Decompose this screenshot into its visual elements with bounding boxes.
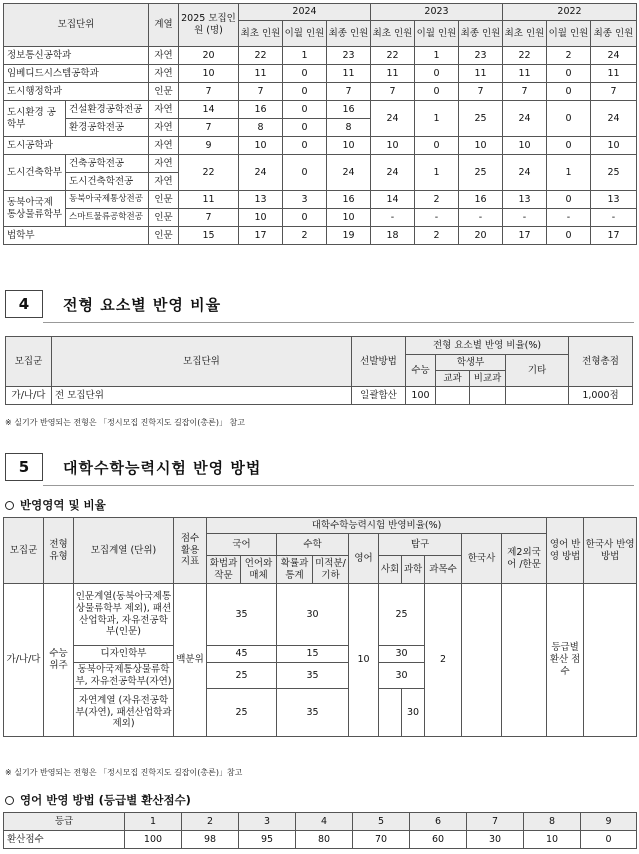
inquiry-value: 25 (379, 584, 425, 646)
unit-name: 도시건축학전공 (66, 173, 149, 191)
quota: 7 (179, 209, 239, 227)
unit-value: 전 모집단위 (52, 387, 352, 405)
track: 인문 (149, 209, 179, 227)
header-etc: 기타 (506, 355, 569, 387)
table-row (6, 387, 633, 405)
english-grade-table (3, 812, 637, 849)
unit-value: 인문계열(동북아국제통상물류학부 제외), 패션산업학과, 자유전공학부(인문) (74, 584, 174, 646)
cell: 7 (459, 83, 503, 101)
track: 자연 (149, 65, 179, 83)
score: 30 (467, 831, 524, 849)
method-value: 일괄합산 (352, 387, 406, 405)
cell: 0 (283, 83, 327, 101)
grade: 6 (410, 813, 467, 831)
header-unit: 모집단위 (52, 337, 352, 387)
cell: 20 (459, 227, 503, 245)
korean-value: 25 (207, 663, 277, 689)
cell: 10 (591, 137, 637, 155)
grade: 4 (296, 813, 353, 831)
table-row (4, 101, 637, 119)
header-final: 최종 인원 (591, 21, 637, 47)
cell: 10 (327, 137, 371, 155)
cell: 2 (283, 227, 327, 245)
cell: 2 (415, 191, 459, 209)
table-row (4, 65, 637, 83)
group-name: 도시환경 공학부 (4, 101, 66, 137)
cell: 1 (415, 101, 459, 137)
cell: 25 (459, 101, 503, 137)
group-value: 가/나/다 (6, 387, 52, 405)
cell: 13 (239, 191, 283, 209)
cell: 11 (503, 65, 547, 83)
track: 자연 (149, 47, 179, 65)
unit-value: 동북아국제통상물류학부, 자유전공학부(자연) (75, 663, 172, 687)
unit-name: 임베디드시스템공학과 (4, 65, 149, 83)
header-final: 최종 인원 (459, 21, 503, 47)
track: 인문 (149, 83, 179, 101)
cell: 11 (239, 65, 283, 83)
track: 자연 (149, 155, 179, 173)
header-quota-2025: 2025 모집인원 (명) (179, 4, 239, 47)
grade: 1 (125, 813, 182, 831)
quota: 9 (179, 137, 239, 155)
cell: 25 (591, 155, 637, 191)
grade: 2 (182, 813, 239, 831)
header-final: 최종 인원 (327, 21, 371, 47)
cell: 24 (591, 47, 637, 65)
unit-name: 동북아국제통상전공 (66, 191, 149, 209)
cell: 24 (239, 155, 283, 191)
cell: 0 (547, 83, 591, 101)
unit-value: 자연계열 (자유전공학부(자연), 패션산업학과 제외) (74, 689, 174, 737)
cell: 7 (327, 83, 371, 101)
cell: 16 (327, 101, 371, 119)
header-eng-method: 영어 반영 방법 (547, 518, 584, 584)
cell: 1 (415, 47, 459, 65)
header-unit: 모집단위 (4, 4, 149, 47)
header-initial: 최초 인원 (371, 21, 415, 47)
cell: 17 (503, 227, 547, 245)
cell: 11 (327, 65, 371, 83)
subheading-english (5, 792, 191, 808)
cell: 10 (459, 137, 503, 155)
header-track: 계열 (149, 4, 179, 47)
type-value: 수능 위주 (44, 584, 74, 737)
footnote: ※ 실기가 반영되는 전형은 「정시모집 진학지도 길잡이(총론)」참고 (5, 768, 243, 777)
science-value: 30 (402, 689, 425, 737)
cell: 23 (327, 47, 371, 65)
cell: 7 (591, 83, 637, 101)
cell: 16 (459, 191, 503, 209)
subheading-ratio (5, 497, 106, 513)
cell: 0 (283, 137, 327, 155)
cell: 1 (547, 155, 591, 191)
header-inquiry: 탐구 (379, 534, 462, 556)
track: 자연 (149, 173, 179, 191)
cell: 0 (547, 137, 591, 155)
korean-value: 25 (207, 689, 277, 737)
divider (43, 322, 634, 323)
cell: 16 (327, 191, 371, 209)
table-row (4, 137, 637, 155)
header-subject: 교과 (436, 371, 470, 387)
subject-count-value: 2 (425, 584, 462, 737)
section-title: 전형 요소별 반영 비율 (63, 295, 222, 314)
cell: 19 (327, 227, 371, 245)
subheading-text: 반영영역 및 비율 (20, 498, 106, 512)
cell: 23 (459, 47, 503, 65)
cell: 7 (503, 83, 547, 101)
cell: - (459, 209, 503, 227)
score-label: 환산점수 (4, 831, 125, 849)
grade: 7 (467, 813, 524, 831)
quota: 7 (179, 83, 239, 101)
cell: 24 (503, 101, 547, 137)
quota: 7 (179, 119, 239, 137)
score: 98 (182, 831, 239, 849)
cell: - (371, 209, 415, 227)
table-row (4, 47, 637, 65)
cell: - (503, 209, 547, 227)
suneung-value: 100 (406, 387, 436, 405)
math-value: 15 (277, 646, 349, 663)
header-science: 과학 (402, 556, 425, 584)
header-social: 사회 (379, 556, 402, 584)
cell: 8 (239, 119, 283, 137)
cell: 10 (239, 137, 283, 155)
quota: 11 (179, 191, 239, 209)
math-value: 35 (277, 663, 349, 689)
cell: 7 (239, 83, 283, 101)
cell: 3 (283, 191, 327, 209)
circle-bullet-icon (5, 796, 14, 805)
cell: 24 (591, 101, 637, 137)
header-method: 선발방법 (352, 337, 406, 387)
header-total: 전형총점 (569, 337, 633, 387)
header-m1: 확률과 통계 (277, 556, 313, 584)
cell: 24 (327, 155, 371, 191)
header-type: 전형 유형 (44, 518, 74, 584)
subheading-text: 영어 반영 방법 (등급별 환산점수) (20, 793, 191, 807)
cell: 24 (371, 155, 415, 191)
score-value: 백분위 (174, 584, 207, 737)
total-value: 1,000점 (569, 387, 633, 405)
quota: 22 (179, 155, 239, 191)
eng-method-value: 등급별 환산 점수 (547, 584, 584, 737)
quota: 20 (179, 47, 239, 65)
unit-value: 디자인학부 (74, 646, 174, 663)
header-ratio: 대학수학능력시험 반영비율(%) (207, 518, 547, 534)
cell: 0 (283, 65, 327, 83)
header-foreign: 제2외국어 /한문 (502, 534, 547, 584)
selection-ratio-table (5, 336, 633, 405)
cell: 13 (503, 191, 547, 209)
group-name: 도시건축학부 (4, 155, 66, 191)
grade: 9 (581, 813, 637, 831)
cell: 16 (239, 101, 283, 119)
track: 자연 (149, 101, 179, 119)
score: 95 (239, 831, 296, 849)
header-score: 점수 활용 지표 (174, 518, 207, 584)
track: 인문 (149, 191, 179, 209)
header-group: 모집군 (4, 518, 44, 584)
table-row (4, 155, 637, 173)
section-number: 4 (5, 290, 43, 318)
header-initial: 최초 인원 (503, 21, 547, 47)
cell: 2 (547, 47, 591, 65)
cell: 14 (371, 191, 415, 209)
hist-method-value (584, 584, 637, 737)
header-initial: 최초 인원 (239, 21, 283, 47)
header-year-2024: 2024 (239, 4, 371, 21)
unit-name: 건축공학전공 (66, 155, 149, 173)
social-value (379, 689, 402, 737)
score: 70 (353, 831, 410, 849)
inquiry-value: 30 (379, 646, 425, 663)
table-row (4, 813, 637, 831)
unit-name: 건설환경공학전공 (66, 101, 149, 119)
footnote: ※ 실기가 반영되는 전형은 「정시모집 진학지도 길잡이(총론)」 참고 (5, 418, 245, 427)
unit-name: 정보통신공학과 (4, 47, 149, 65)
header-year-2023: 2023 (371, 4, 503, 21)
inquiry-value: 30 (379, 663, 425, 689)
cell: 24 (371, 101, 415, 137)
cell: 0 (283, 209, 327, 227)
group-name: 동북아국제 통상물류학부 (4, 191, 66, 227)
section-5-heading (5, 453, 261, 481)
unit-name: 도시공학과 (4, 137, 149, 155)
cell: 17 (591, 227, 637, 245)
cell: 0 (547, 101, 591, 137)
foreign-value (502, 584, 547, 737)
circle-bullet-icon (5, 501, 14, 510)
cell: 7 (371, 83, 415, 101)
quota: 10 (179, 65, 239, 83)
cell: 10 (239, 209, 283, 227)
header-unit: 모집계열 (단위) (74, 518, 174, 584)
header-hist-method: 한국사 반영 방법 (584, 518, 637, 584)
cell: 0 (547, 191, 591, 209)
section-number: 5 (5, 453, 43, 481)
table-row (4, 191, 637, 209)
unit-name: 도시행정학과 (4, 83, 149, 101)
grade: 5 (353, 813, 410, 831)
grade: 8 (524, 813, 581, 831)
admissions-quota-table (3, 3, 637, 245)
score: 60 (410, 831, 467, 849)
cell: 8 (327, 119, 371, 137)
cell: 1 (415, 155, 459, 191)
cell: - (591, 209, 637, 227)
track: 자연 (149, 119, 179, 137)
math-value: 30 (277, 584, 349, 646)
grade: 3 (239, 813, 296, 831)
unit-name: 법학부 (4, 227, 149, 245)
track: 자연 (149, 137, 179, 155)
score: 80 (296, 831, 353, 849)
header-english: 영어 (349, 534, 379, 584)
group-value: 가/나/다 (4, 584, 44, 737)
header-korean: 국어 (207, 534, 277, 556)
cell: 25 (459, 155, 503, 191)
section-title: 대학수학능력시험 반영 방법 (63, 458, 262, 477)
track: 인문 (149, 227, 179, 245)
table-row (4, 584, 637, 646)
cell: 18 (371, 227, 415, 245)
header-carry: 이월 인원 (415, 21, 459, 47)
header-record: 학생부 (436, 355, 506, 371)
cell: 11 (459, 65, 503, 83)
cell: 22 (239, 47, 283, 65)
table-row (4, 831, 637, 849)
header-m2: 미적분/ 기하 (313, 556, 349, 584)
cell: 0 (283, 155, 327, 191)
csat-ratio-table (3, 517, 637, 737)
header-k2: 언어와 매체 (241, 556, 277, 584)
table-row (4, 227, 637, 245)
cell: 11 (371, 65, 415, 83)
cell: 24 (503, 155, 547, 191)
section-4-heading (5, 290, 221, 318)
cell: 0 (283, 101, 327, 119)
cell: 0 (547, 65, 591, 83)
table-row (4, 209, 637, 227)
cell: 0 (283, 119, 327, 137)
score: 10 (524, 831, 581, 849)
cell: 17 (239, 227, 283, 245)
header-k1: 화법과 작문 (207, 556, 241, 584)
table-row (4, 83, 637, 101)
cell: - (547, 209, 591, 227)
score: 100 (125, 831, 182, 849)
cell: 22 (371, 47, 415, 65)
header-subject-count: 과목수 (425, 556, 462, 584)
cell: 22 (503, 47, 547, 65)
grade-label: 등급 (4, 813, 125, 831)
header-year-2022: 2022 (503, 4, 637, 21)
quota: 14 (179, 101, 239, 119)
header-nonsubject: 비교과 (470, 371, 506, 387)
cell: 0 (547, 227, 591, 245)
cell: 0 (415, 65, 459, 83)
header-ratio: 전형 요소별 반영 비율(%) (406, 337, 569, 355)
header-group: 모집군 (6, 337, 52, 387)
header-carry: 이월 인원 (283, 21, 327, 47)
quota: 15 (179, 227, 239, 245)
cell: 10 (327, 209, 371, 227)
history-value (462, 584, 502, 737)
cell: 10 (503, 137, 547, 155)
cell: 10 (371, 137, 415, 155)
cell: 1 (283, 47, 327, 65)
korean-value: 45 (207, 646, 277, 663)
header-suneung: 수능 (406, 355, 436, 387)
score: 0 (581, 831, 637, 849)
cell: 13 (591, 191, 637, 209)
english-value: 10 (349, 584, 379, 737)
cell: 0 (415, 137, 459, 155)
cell: 0 (415, 83, 459, 101)
subject-value (436, 387, 470, 405)
unit-name: 환경공학전공 (66, 119, 149, 137)
cell: 11 (591, 65, 637, 83)
divider (43, 485, 634, 486)
math-value: 35 (277, 689, 349, 737)
etc-value (506, 387, 569, 405)
header-math: 수학 (277, 534, 349, 556)
korean-value: 35 (207, 584, 277, 646)
cell: 2 (415, 227, 459, 245)
unit-name: 스마트물류공학전공 (66, 209, 149, 227)
header-carry: 이월 인원 (547, 21, 591, 47)
cell: - (415, 209, 459, 227)
header-history: 한국사 (462, 534, 502, 584)
nonsubject-value (470, 387, 506, 405)
